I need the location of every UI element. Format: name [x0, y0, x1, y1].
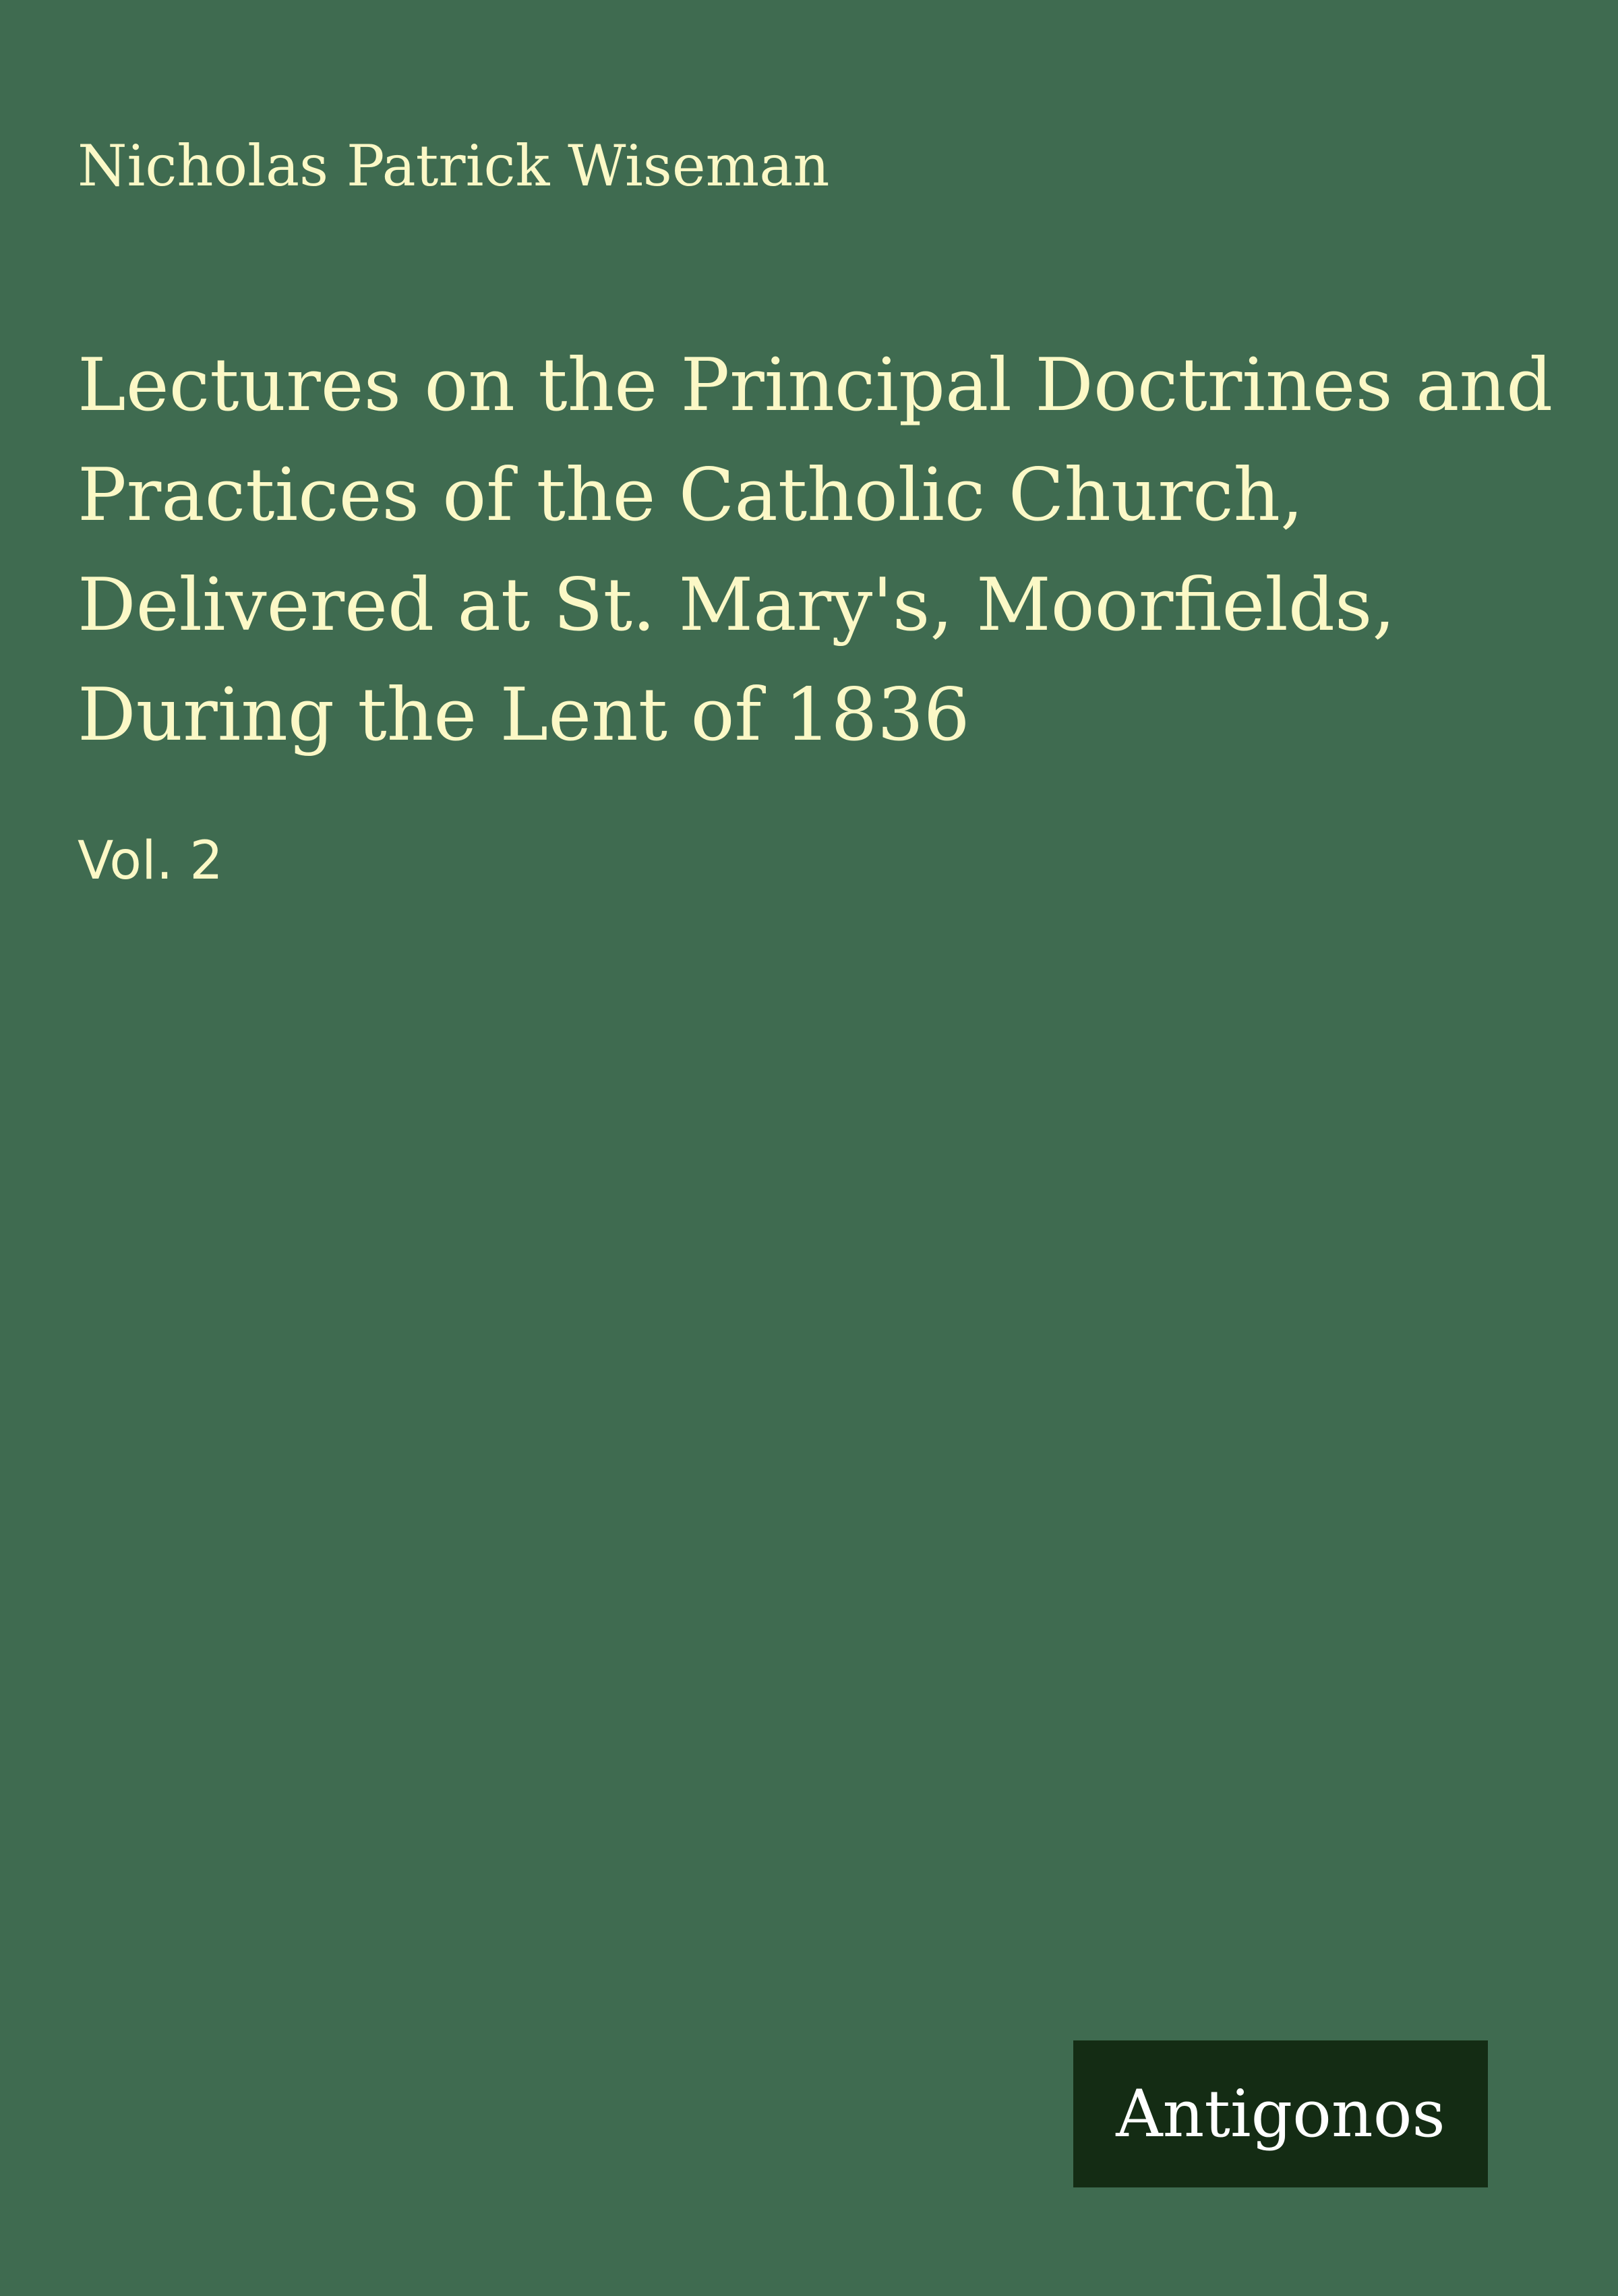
book-title	[78, 330, 1553, 770]
title-line: Lectures on the Principal Doctrines and	[78, 343, 1553, 428]
title-line: During the Lent of 1836	[78, 673, 970, 757]
volume-label: Vol. 2	[78, 831, 223, 891]
publisher-badge	[1073, 2040, 1488, 2187]
title-line: Practices of the Catholic Church,	[78, 453, 1304, 537]
title-line: Delivered at St. Mary's, Moorfields,	[78, 563, 1396, 647]
author-name: Nicholas Patrick Wiseman	[78, 133, 830, 199]
publisher-name: Antigonos	[1116, 2076, 1445, 2152]
